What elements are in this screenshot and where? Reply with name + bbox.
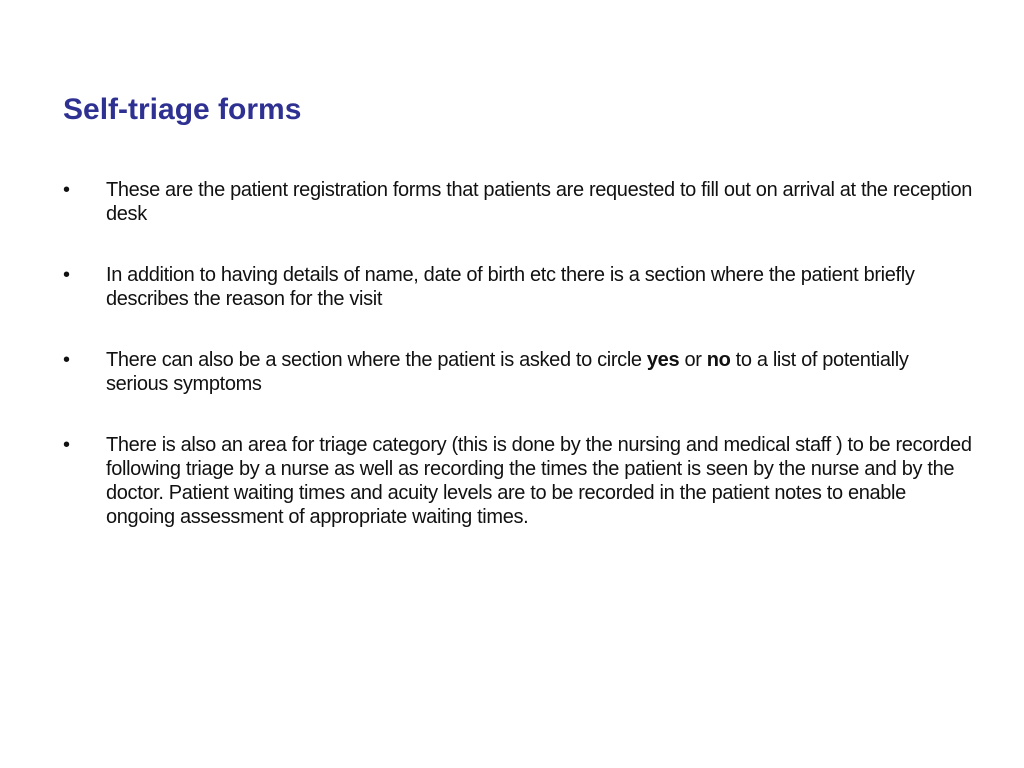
bullet-marker: • [63,349,70,371]
bullet-list [63,178,973,566]
slide-title: Self-triage forms [63,93,302,126]
bullet-text: There is also an area for triage category (this is done by the nursing and medical staff ) to be recorded following triage by a nurse as well as recording the times the patient is seen by the nurse and by the doctor. Patient waiting times and acuity levels are to be recorded in the patient notes to enable ongoing assessment of appropriate waiting times. [106,434,972,528]
bullet-item-registration-forms [63,178,973,226]
bold-yes: yes [646,349,680,371]
bullet-text-part: or [679,349,707,371]
bold-no: no [706,349,731,371]
bullet-text: These are the patient registration forms that patients are requested to fill out on arrival at the reception desk [106,179,973,225]
bullet-text-part: to a list of potentially serious symptoms [106,349,909,395]
bullet-marker: • [63,264,70,286]
bullet-text-part: There can also be a section where the patient is asked to circle [106,349,647,371]
bullet-item-visit-reason [63,263,973,311]
bullet-marker: • [63,434,70,456]
bullet-item-serious-symptoms [63,348,973,396]
bullet-item-triage-category [63,433,973,529]
bullet-marker: • [63,179,70,201]
bullet-text: In addition to having details of name, date of birth etc there is a section where the patient briefly describes the reason for the visit [106,264,915,310]
bullet-text [106,349,909,395]
